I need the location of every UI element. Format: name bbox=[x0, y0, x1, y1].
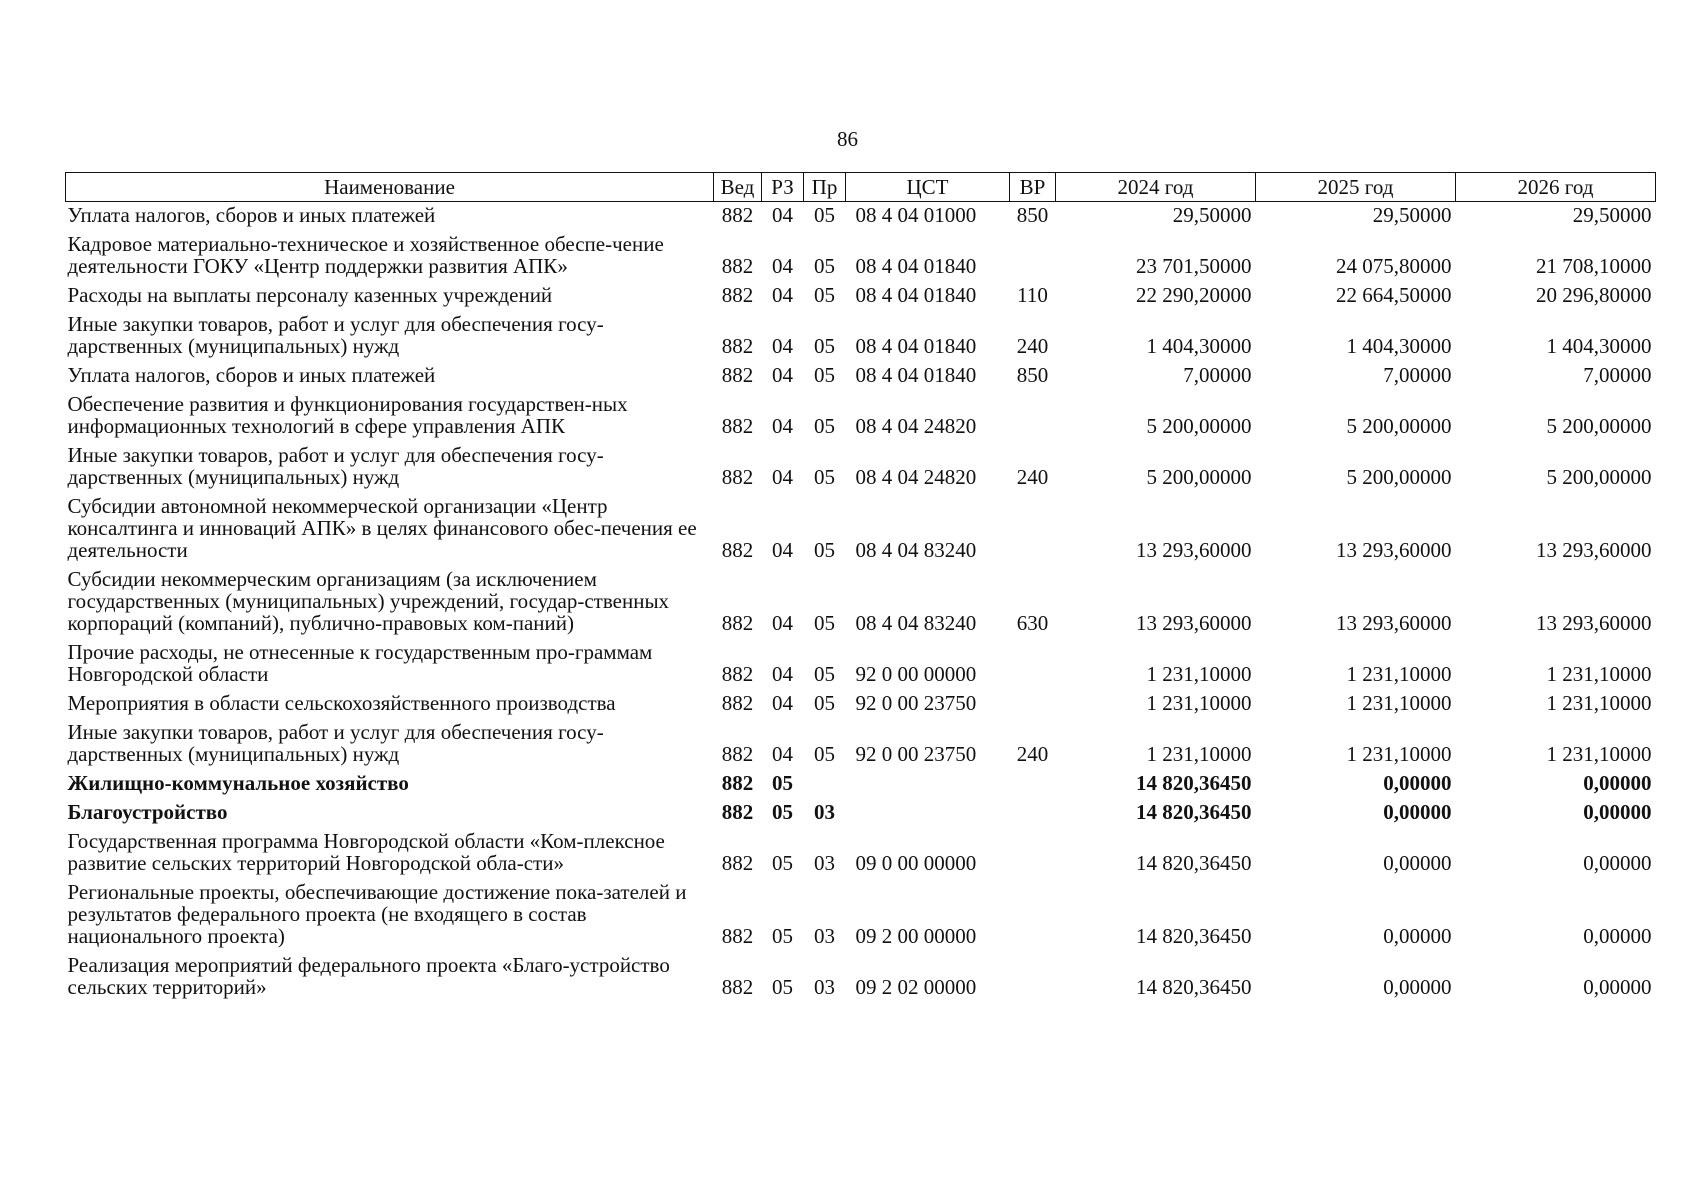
header-cst: ЦСТ bbox=[846, 173, 1010, 202]
cell-2026: 1 231,10000 bbox=[1546, 691, 1652, 715]
cell-name: Кадровое материально-техническое и хозяйственное обеспе-чение деятельности ГОКУ «Центр поддержки развития АПК» bbox=[67, 232, 664, 278]
cell-2025: 0,00000 bbox=[1383, 924, 1452, 948]
cell-name: Иные закупки товаров, работ и услуг для обеспечения госу-дарственных (муниципальных) нужд bbox=[67, 312, 604, 358]
cell-pr: 05 bbox=[814, 283, 835, 307]
cell-cst: 08 4 04 83240 bbox=[855, 538, 977, 562]
table-row bbox=[66, 874, 1656, 947]
cell-name: Уплата налогов, сборов и иных платежей bbox=[67, 203, 436, 227]
table-row bbox=[66, 714, 1656, 765]
cell-cst: 08 4 04 01840 bbox=[855, 334, 977, 358]
header-rz: РЗ bbox=[762, 173, 804, 202]
cell-2026: 0,00000 bbox=[1583, 924, 1652, 948]
cell-vr bbox=[1010, 226, 1056, 277]
cell-2025: 1 404,30000 bbox=[1346, 334, 1452, 358]
cell-ved: 882 bbox=[721, 611, 754, 635]
cell-pr: 05 bbox=[814, 611, 835, 635]
budget-table bbox=[65, 172, 1656, 998]
cell-2024: 13 293,60000 bbox=[1136, 611, 1252, 635]
header-ved: Вед bbox=[714, 173, 762, 202]
cell-2025: 24 075,80000 bbox=[1336, 254, 1452, 278]
table-body bbox=[66, 202, 1656, 999]
cell-pr: 05 bbox=[814, 334, 835, 358]
cell-name: Государственная программа Новгородской области «Ком-плексное развитие сельских территорий Новгородской обла-сти» bbox=[67, 829, 665, 875]
table-row bbox=[66, 823, 1656, 874]
table-header-row bbox=[66, 173, 1656, 202]
cell-rz: 05 bbox=[772, 975, 793, 999]
cell-vr bbox=[1010, 685, 1056, 714]
cell-vr: 240 bbox=[1016, 742, 1049, 766]
cell-rz: 05 bbox=[772, 924, 793, 948]
cell-2025: 1 231,10000 bbox=[1346, 691, 1452, 715]
cell-2024: 5 200,00000 bbox=[1146, 465, 1252, 489]
cell-cst: 92 0 00 00000 bbox=[855, 662, 977, 686]
cell-2025: 1 231,10000 bbox=[1346, 742, 1452, 766]
cell-2024: 14 820,36450 bbox=[1136, 851, 1252, 875]
cell-ved: 882 bbox=[721, 334, 754, 358]
cell-vr bbox=[1010, 874, 1056, 947]
cell-name: Жилищно-коммунальное хозяйство bbox=[67, 771, 409, 795]
cell-cst: 08 4 04 01840 bbox=[855, 363, 977, 387]
cell-pr: 05 bbox=[814, 203, 835, 227]
cell-pr: 05 bbox=[814, 363, 835, 387]
cell-ved: 882 bbox=[721, 924, 754, 948]
cell-2026: 1 231,10000 bbox=[1546, 742, 1652, 766]
cell-2024: 1 231,10000 bbox=[1146, 662, 1252, 686]
cell-vr bbox=[1010, 947, 1056, 998]
cell-pr: 05 bbox=[814, 414, 835, 438]
cell-2024: 14 820,36450 bbox=[1136, 800, 1252, 824]
cell-pr: 03 bbox=[814, 800, 835, 824]
cell-ved: 882 bbox=[721, 975, 754, 999]
table-row bbox=[66, 488, 1656, 561]
cell-2025: 1 231,10000 bbox=[1346, 662, 1452, 686]
cell-cst: 08 4 04 01840 bbox=[855, 254, 977, 278]
cell-2025: 0,00000 bbox=[1383, 975, 1452, 999]
table-row bbox=[66, 357, 1656, 386]
cell-rz: 04 bbox=[772, 363, 793, 387]
cell-2025: 5 200,00000 bbox=[1346, 465, 1452, 489]
cell-2024: 14 820,36450 bbox=[1136, 975, 1252, 999]
cell-2024: 1 404,30000 bbox=[1146, 334, 1252, 358]
cell-2026: 0,00000 bbox=[1583, 771, 1652, 795]
cell-ved: 882 bbox=[721, 414, 754, 438]
cell-pr: 05 bbox=[814, 254, 835, 278]
cell-vr bbox=[1010, 765, 1056, 794]
cell-pr: 03 bbox=[814, 851, 835, 875]
table-row bbox=[66, 685, 1656, 714]
cell-vr: 240 bbox=[1016, 465, 1049, 489]
cell-2026: 13 293,60000 bbox=[1536, 611, 1652, 635]
cell-name: Региональные проекты, обеспечивающие достижение пока-зателей и результатов федерального проекта (не входящего в состав национального проекта) bbox=[67, 880, 687, 948]
table-row bbox=[66, 634, 1656, 685]
cell-2024: 1 231,10000 bbox=[1146, 691, 1252, 715]
cell-rz: 04 bbox=[772, 662, 793, 686]
cell-rz: 04 bbox=[772, 283, 793, 307]
cell-rz: 04 bbox=[772, 691, 793, 715]
header-2024: 2024 год bbox=[1056, 173, 1256, 202]
cell-rz: 04 bbox=[772, 538, 793, 562]
cell-cst: 09 2 00 00000 bbox=[855, 924, 977, 948]
header-name: Наименование bbox=[66, 173, 714, 202]
cell-pr: 05 bbox=[814, 662, 835, 686]
cell-2024: 23 701,50000 bbox=[1136, 254, 1252, 278]
cell-cst: 08 4 04 01000 bbox=[855, 203, 977, 227]
cell-rz: 05 bbox=[772, 800, 793, 824]
cell-2025: 13 293,60000 bbox=[1336, 611, 1452, 635]
cell-ved: 882 bbox=[721, 254, 754, 278]
cell-name: Иные закупки товаров, работ и услуг для обеспечения госу-дарственных (муниципальных) нужд bbox=[67, 720, 604, 766]
table-row bbox=[66, 794, 1656, 823]
cell-ved: 882 bbox=[721, 465, 754, 489]
cell-name: Субсидии некоммерческим организациям (за исключением государственных (муниципальных) учреждений, государ-ственных корпораций (компаний), публично-правовых ком-паний) bbox=[67, 567, 670, 635]
cell-cst: 08 4 04 83240 bbox=[855, 611, 977, 635]
table-row bbox=[66, 306, 1656, 357]
cell-pr: 05 bbox=[814, 465, 835, 489]
cell-name: Мероприятия в области сельскохозяйственного производства bbox=[67, 691, 616, 715]
cell-name: Обеспечение развития и функционирования государствен-ных информационных технологий в сфере управления АПК bbox=[67, 392, 628, 438]
cell-ved: 882 bbox=[721, 851, 754, 875]
cell-rz: 04 bbox=[772, 414, 793, 438]
cell-ved: 882 bbox=[721, 538, 754, 562]
cell-pr bbox=[804, 765, 846, 794]
cell-2026: 0,00000 bbox=[1583, 975, 1652, 999]
cell-2025: 5 200,00000 bbox=[1346, 414, 1452, 438]
cell-rz: 04 bbox=[772, 203, 793, 227]
cell-rz: 04 bbox=[772, 742, 793, 766]
cell-2024: 13 293,60000 bbox=[1136, 538, 1252, 562]
cell-vr bbox=[1010, 823, 1056, 874]
table-row bbox=[66, 226, 1656, 277]
cell-ved: 882 bbox=[721, 742, 754, 766]
cell-vr bbox=[1010, 794, 1056, 823]
cell-name: Реализация мероприятий федерального проекта «Благо-устройство сельских территорий» bbox=[67, 953, 670, 999]
cell-rz: 04 bbox=[772, 334, 793, 358]
cell-ved: 882 bbox=[721, 800, 754, 824]
cell-ved: 882 bbox=[721, 771, 754, 795]
cell-rz: 05 bbox=[772, 771, 793, 795]
cell-pr: 03 bbox=[814, 924, 835, 948]
header-pr: Пр bbox=[804, 173, 846, 202]
cell-2024: 14 820,36450 bbox=[1136, 771, 1252, 795]
cell-pr: 03 bbox=[814, 975, 835, 999]
cell-2024: 5 200,00000 bbox=[1146, 414, 1252, 438]
cell-cst: 08 4 04 01840 bbox=[855, 283, 977, 307]
cell-2024: 1 231,10000 bbox=[1146, 742, 1252, 766]
cell-2026: 13 293,60000 bbox=[1536, 538, 1652, 562]
cell-2026: 20 296,80000 bbox=[1536, 283, 1652, 307]
cell-2025: 13 293,60000 bbox=[1336, 538, 1452, 562]
cell-cst bbox=[846, 794, 1010, 823]
cell-ved: 882 bbox=[721, 283, 754, 307]
table-row bbox=[66, 947, 1656, 998]
cell-ved: 882 bbox=[721, 691, 754, 715]
cell-2026: 1 231,10000 bbox=[1546, 662, 1652, 686]
cell-pr: 05 bbox=[814, 538, 835, 562]
cell-rz: 04 bbox=[772, 465, 793, 489]
cell-cst: 92 0 00 23750 bbox=[855, 691, 977, 715]
cell-rz: 05 bbox=[772, 851, 793, 875]
table-row bbox=[66, 437, 1656, 488]
header-vr: ВР bbox=[1010, 173, 1056, 202]
cell-vr: 850 bbox=[1016, 363, 1049, 387]
cell-2024: 14 820,36450 bbox=[1136, 924, 1252, 948]
cell-2024: 22 290,20000 bbox=[1136, 283, 1252, 307]
cell-vr bbox=[1010, 634, 1056, 685]
cell-2025: 29,50000 bbox=[1372, 203, 1452, 227]
table-row bbox=[66, 561, 1656, 634]
cell-2026: 1 404,30000 bbox=[1546, 334, 1652, 358]
cell-2026: 7,00000 bbox=[1583, 363, 1652, 387]
table-row bbox=[66, 202, 1656, 227]
cell-cst: 08 4 04 24820 bbox=[855, 465, 977, 489]
cell-name: Уплата налогов, сборов и иных платежей bbox=[67, 363, 436, 387]
cell-name: Иные закупки товаров, работ и услуг для обеспечения госу-дарственных (муниципальных) нужд bbox=[67, 443, 604, 489]
header-2025: 2025 год bbox=[1256, 173, 1456, 202]
table-row bbox=[66, 386, 1656, 437]
cell-cst: 09 0 00 00000 bbox=[855, 851, 977, 875]
cell-cst: 92 0 00 23750 bbox=[855, 742, 977, 766]
cell-vr bbox=[1010, 488, 1056, 561]
cell-name: Благоустройство bbox=[67, 800, 228, 824]
cell-2025: 0,00000 bbox=[1383, 851, 1452, 875]
cell-2024: 29,50000 bbox=[1172, 203, 1252, 227]
table-row bbox=[66, 765, 1656, 794]
cell-vr bbox=[1010, 386, 1056, 437]
cell-cst: 08 4 04 24820 bbox=[855, 414, 977, 438]
cell-rz: 04 bbox=[772, 611, 793, 635]
cell-2026: 0,00000 bbox=[1583, 800, 1652, 824]
cell-cst bbox=[846, 765, 1010, 794]
cell-2026: 29,50000 bbox=[1572, 203, 1652, 227]
cell-name: Субсидии автономной некоммерческой организации «Центр консалтинга и инноваций АПК» в целях финансового обес-печения ее деятельности bbox=[67, 494, 697, 562]
cell-2025: 0,00000 bbox=[1383, 800, 1452, 824]
cell-2026: 5 200,00000 bbox=[1546, 465, 1652, 489]
cell-ved: 882 bbox=[721, 662, 754, 686]
cell-ved: 882 bbox=[721, 363, 754, 387]
cell-2025: 22 664,50000 bbox=[1336, 283, 1452, 307]
cell-2026: 21 708,10000 bbox=[1536, 254, 1652, 278]
cell-vr: 240 bbox=[1016, 334, 1049, 358]
cell-2026: 0,00000 bbox=[1583, 851, 1652, 875]
cell-2024: 7,00000 bbox=[1183, 363, 1252, 387]
cell-rz: 04 bbox=[772, 254, 793, 278]
cell-name: Прочие расходы, не отнесенные к государственным про-граммам Новгородской области bbox=[67, 640, 653, 686]
cell-name: Расходы на выплаты персоналу казенных учреждений bbox=[67, 283, 553, 307]
cell-2025: 7,00000 bbox=[1383, 363, 1452, 387]
header-2026: 2026 год bbox=[1456, 173, 1656, 202]
cell-ved: 882 bbox=[721, 203, 754, 227]
cell-cst: 09 2 02 00000 bbox=[855, 975, 977, 999]
cell-pr: 05 bbox=[814, 742, 835, 766]
cell-vr: 850 bbox=[1016, 203, 1049, 227]
cell-vr: 630 bbox=[1016, 611, 1049, 635]
cell-2025: 0,00000 bbox=[1383, 771, 1452, 795]
cell-vr: 110 bbox=[1017, 283, 1048, 307]
table-row bbox=[66, 277, 1656, 306]
page-number: 86 bbox=[837, 127, 858, 151]
cell-2026: 5 200,00000 bbox=[1546, 414, 1652, 438]
cell-pr: 05 bbox=[814, 691, 835, 715]
